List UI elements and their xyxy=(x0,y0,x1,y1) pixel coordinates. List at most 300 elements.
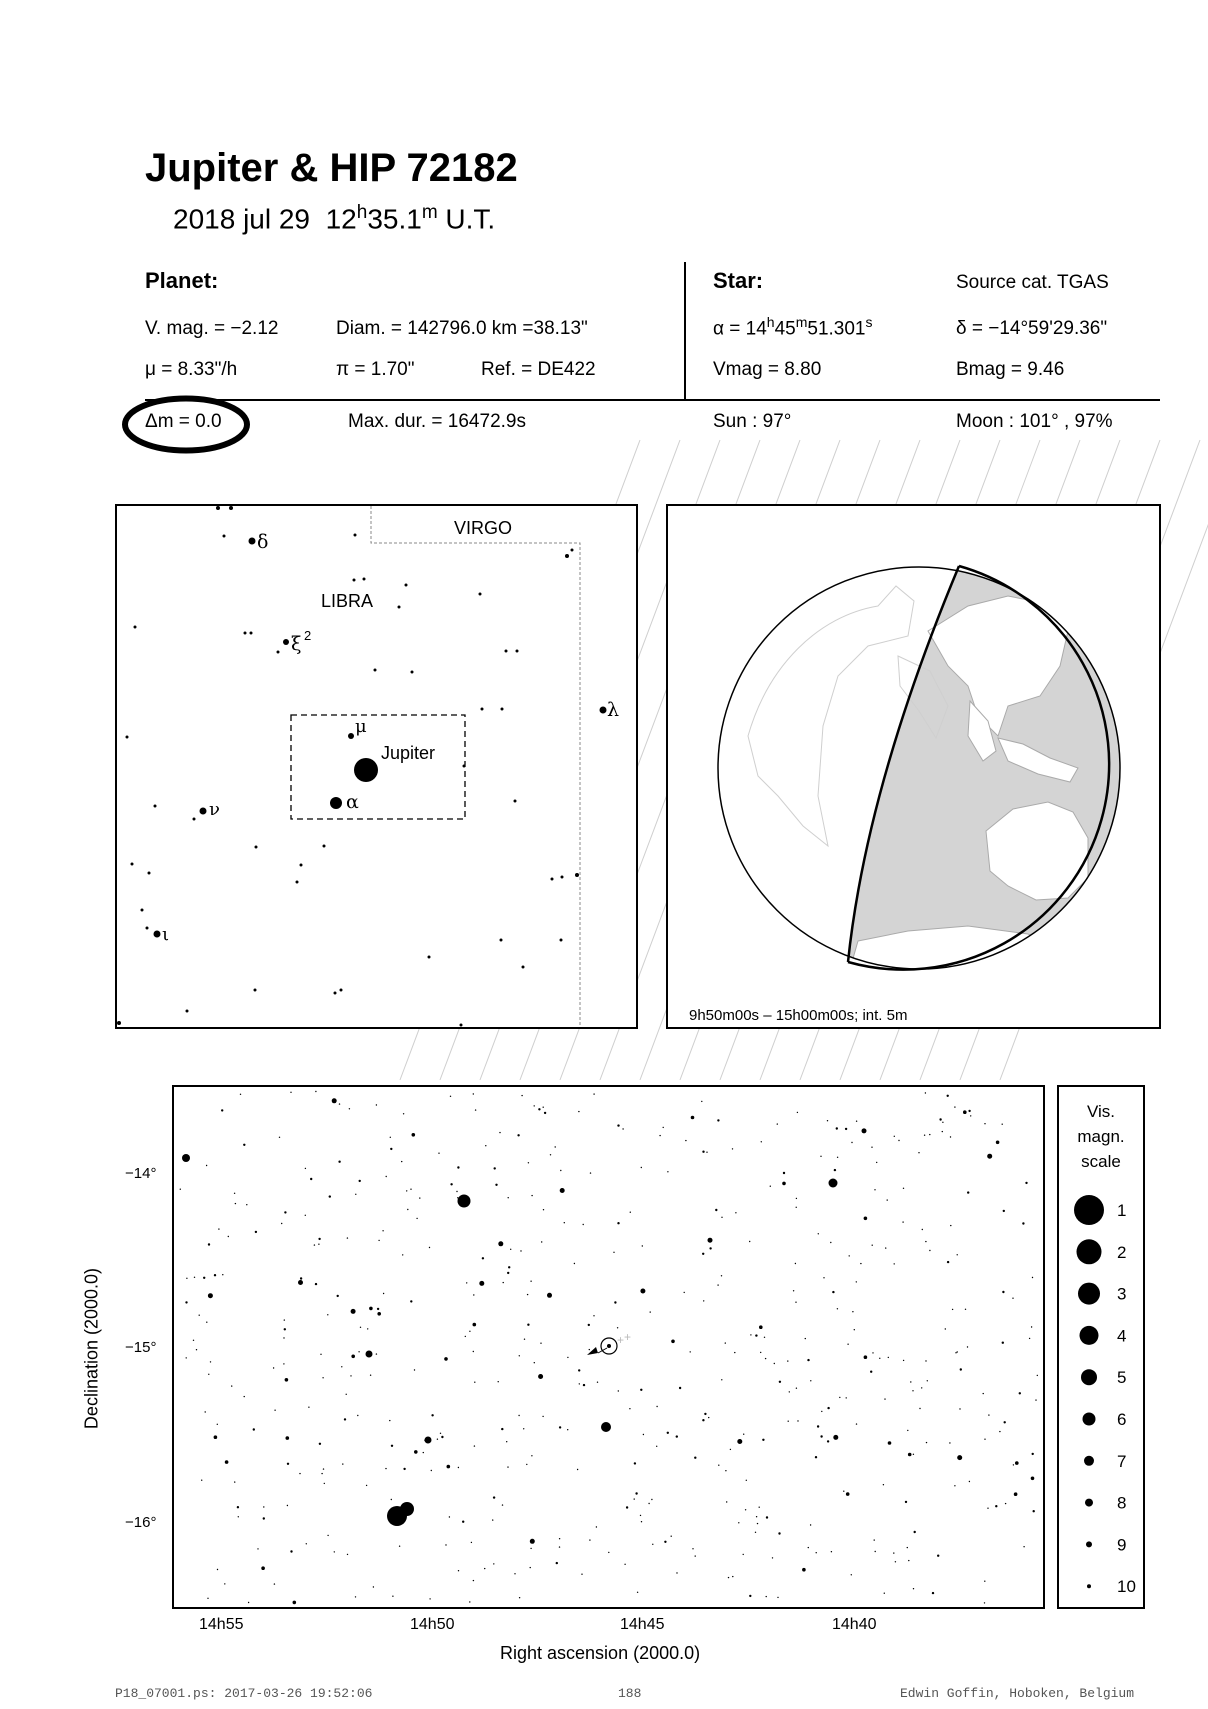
scale-label: 4 xyxy=(1117,1326,1127,1346)
chart-star xyxy=(458,1570,459,1571)
planet-diameter: Diam. = 142796.0 km =38.13" xyxy=(336,318,588,339)
chart-star xyxy=(664,1541,666,1543)
chart-star xyxy=(274,1410,275,1411)
star-nu xyxy=(200,808,207,815)
chart-star xyxy=(1022,1222,1024,1224)
label-xi: ξ xyxy=(291,633,302,655)
star-chart xyxy=(172,1085,1045,1609)
chart-star xyxy=(263,1506,264,1507)
finder-star xyxy=(334,992,337,995)
chart-star xyxy=(759,1325,763,1329)
sun-elongation: Sun : 97° xyxy=(713,411,792,432)
scale-dot xyxy=(1074,1195,1104,1225)
finder-star xyxy=(479,593,482,596)
chart-star xyxy=(323,1468,324,1469)
chart-star xyxy=(406,1190,407,1191)
chart-star xyxy=(957,1254,958,1255)
chart-star xyxy=(206,1165,207,1166)
chart-star xyxy=(939,1118,941,1120)
scale-label: 7 xyxy=(1117,1451,1127,1471)
chart-star xyxy=(856,1423,857,1424)
chart-star xyxy=(730,1449,731,1450)
chart-star xyxy=(429,1247,430,1248)
chart-star xyxy=(755,1334,757,1336)
chart-star xyxy=(663,1127,664,1128)
finder-star xyxy=(223,535,226,538)
chart-star xyxy=(519,1355,520,1356)
chart-star xyxy=(717,1284,718,1285)
chart-star xyxy=(559,1546,560,1547)
ra-h-unit: h xyxy=(766,314,775,330)
chart-star xyxy=(728,1577,729,1578)
chart-star xyxy=(1014,1492,1018,1496)
chart-star xyxy=(367,1328,368,1329)
chart-star xyxy=(314,1244,315,1245)
chart-star xyxy=(410,1189,411,1190)
chart-star xyxy=(888,1357,889,1358)
chart-star xyxy=(810,1524,811,1525)
chart-star xyxy=(498,1241,503,1246)
chart-star xyxy=(412,1133,416,1137)
chart-star xyxy=(482,1257,484,1259)
chart-star xyxy=(810,1380,811,1381)
chart-star xyxy=(315,1091,316,1092)
chart-star xyxy=(706,1152,707,1153)
chart-star xyxy=(319,1443,321,1445)
chart-star xyxy=(984,1602,985,1603)
chart-star xyxy=(376,1104,377,1105)
chart-star xyxy=(581,1574,582,1575)
chart-star xyxy=(210,1361,211,1362)
chart-star xyxy=(322,1377,323,1378)
x-axis-label: Right ascension (2000.0) xyxy=(500,1643,701,1663)
chart-star xyxy=(376,1353,377,1354)
chart-star xyxy=(856,1121,857,1122)
minute-unit: m xyxy=(421,202,438,223)
chart-star xyxy=(734,1352,735,1353)
chart-star xyxy=(403,1468,405,1470)
finder-star xyxy=(117,1021,121,1025)
constellation-virgo: VIRGO xyxy=(454,518,513,538)
chart-star xyxy=(285,1378,289,1382)
chart-star xyxy=(884,1398,885,1399)
chart-star xyxy=(888,1441,892,1445)
chart-star xyxy=(839,1397,840,1398)
chart-star xyxy=(283,1337,284,1338)
jupiter-label: Jupiter xyxy=(381,743,436,763)
chart-star xyxy=(618,1390,619,1391)
chart-star xyxy=(984,1581,985,1582)
chart-star xyxy=(355,1596,356,1597)
chart-star xyxy=(257,1548,258,1549)
chart-star xyxy=(876,1162,877,1163)
chart-star xyxy=(382,1230,383,1231)
chart-star xyxy=(908,1453,912,1457)
chart-star xyxy=(318,1238,320,1240)
chart-star xyxy=(807,1359,809,1361)
chart-star xyxy=(450,1183,452,1185)
chart-star xyxy=(593,1315,594,1316)
chart-star xyxy=(832,1291,834,1293)
chart-star xyxy=(469,1331,470,1332)
chart-star xyxy=(540,1343,541,1344)
chart-star xyxy=(281,1223,282,1224)
chart-star xyxy=(856,1281,857,1282)
chart-star xyxy=(796,1198,797,1199)
chart-star xyxy=(199,1315,200,1316)
chart-star xyxy=(469,1601,470,1602)
chart-star xyxy=(208,1243,210,1245)
chart-star xyxy=(885,1247,886,1248)
finder-star xyxy=(463,765,466,768)
chart-star xyxy=(508,1266,510,1268)
chart-star xyxy=(929,1250,930,1251)
finder-star xyxy=(340,989,343,992)
chart-star xyxy=(286,1436,290,1440)
chart-star xyxy=(218,1228,219,1229)
scale-dot xyxy=(1087,1584,1091,1588)
chart-star xyxy=(506,1441,507,1442)
ra-prefix: α = 14 xyxy=(713,318,767,340)
chart-star xyxy=(874,1539,875,1540)
chart-star xyxy=(874,1189,875,1190)
chart-star xyxy=(836,1127,838,1129)
chart-star xyxy=(833,1435,838,1440)
chart-star xyxy=(377,1308,379,1310)
chart-star xyxy=(310,1178,312,1180)
chart-star xyxy=(389,1420,390,1421)
chart-star xyxy=(685,1140,686,1141)
chart-star xyxy=(960,1368,962,1370)
chart-star xyxy=(648,1503,649,1504)
finder-star xyxy=(126,736,129,739)
chart-star xyxy=(370,1375,371,1376)
chart-star xyxy=(290,1550,292,1552)
chart-star xyxy=(968,1110,970,1112)
chart-star xyxy=(329,1195,331,1197)
chart-star xyxy=(879,1358,880,1359)
finder-star xyxy=(323,845,326,848)
chart-star xyxy=(583,1384,585,1386)
chart-star xyxy=(355,1194,356,1195)
chart-star xyxy=(1015,1461,1019,1465)
chart-star xyxy=(473,1093,474,1094)
finder-star xyxy=(500,939,503,942)
scale-dot xyxy=(1080,1326,1099,1345)
chart-star xyxy=(473,1323,477,1327)
chart-star xyxy=(987,1508,988,1509)
chart-star xyxy=(949,1442,950,1443)
chart-star xyxy=(872,1245,873,1246)
chart-star xyxy=(206,1322,207,1323)
chart-star xyxy=(284,1328,286,1330)
finder-star xyxy=(374,669,377,672)
chart-star xyxy=(186,1357,187,1358)
chart-star xyxy=(528,1162,529,1163)
bright-star-h xyxy=(425,1437,432,1444)
chart-star xyxy=(327,1314,328,1315)
chart-star xyxy=(494,1167,496,1169)
scale-label: 6 xyxy=(1117,1410,1127,1429)
scale-label: 5 xyxy=(1117,1368,1127,1388)
chart-star xyxy=(656,1406,657,1407)
chart-star xyxy=(234,1481,235,1482)
chart-star xyxy=(538,1374,543,1379)
chart-star xyxy=(782,1182,786,1186)
chart-star xyxy=(788,1421,789,1422)
chart-star xyxy=(640,1289,645,1294)
chart-star xyxy=(834,1169,836,1171)
chart-star xyxy=(473,1580,474,1581)
chart-star xyxy=(347,1554,348,1555)
chart-star xyxy=(205,1411,206,1412)
chart-star xyxy=(793,1290,794,1291)
chart-star xyxy=(238,1516,239,1517)
chart-star xyxy=(671,1340,675,1344)
chart-star xyxy=(849,1255,850,1256)
magnitude-scale-svg xyxy=(1059,1087,1143,1607)
chart-star xyxy=(194,1277,195,1278)
chart-star xyxy=(445,1544,446,1545)
chart-star xyxy=(1031,1326,1032,1327)
chart-star xyxy=(820,1435,822,1437)
chart-star xyxy=(391,1499,392,1500)
chart-star xyxy=(692,1548,693,1549)
chart-star xyxy=(475,1109,476,1110)
chart-star xyxy=(1033,1510,1035,1512)
chart-star xyxy=(726,1501,727,1502)
chart-star xyxy=(579,1383,580,1384)
scale-label: 8 xyxy=(1117,1493,1127,1513)
star-bmag: Bmag = 9.46 xyxy=(956,359,1065,380)
chart-star xyxy=(369,1307,373,1311)
chart-star xyxy=(656,1446,657,1447)
chart-star xyxy=(795,1263,796,1264)
chart-star xyxy=(743,1434,744,1435)
chart-star xyxy=(538,1108,540,1110)
chart-star xyxy=(702,1253,704,1255)
chart-star xyxy=(821,1411,822,1412)
chart-star xyxy=(942,1131,943,1132)
chart-star xyxy=(701,1101,702,1102)
chart-star xyxy=(640,1515,641,1516)
chart-star xyxy=(894,1136,895,1137)
chart-star xyxy=(818,1233,819,1234)
chart-star xyxy=(947,1261,949,1263)
xtick-14h40: 14h40 xyxy=(832,1616,877,1633)
chart-star xyxy=(721,1275,722,1276)
label-mu: μ xyxy=(355,716,367,737)
chart-star xyxy=(996,1141,1000,1145)
chart-star xyxy=(676,1572,677,1573)
chart-star xyxy=(308,1407,309,1408)
chart-star xyxy=(702,1151,704,1153)
chart-star xyxy=(905,1501,907,1503)
finder-star xyxy=(460,1024,463,1027)
chart-star xyxy=(617,1124,619,1126)
chart-star xyxy=(630,1212,631,1213)
chart-star xyxy=(402,1254,403,1255)
chart-star xyxy=(284,1319,285,1320)
chart-star xyxy=(651,1499,652,1500)
chart-star xyxy=(715,1209,717,1211)
finder-star xyxy=(481,708,484,711)
chart-star xyxy=(641,1167,642,1168)
chart-star xyxy=(778,1532,780,1534)
finder-star xyxy=(501,708,504,711)
chart-star xyxy=(732,1576,733,1577)
chart-star xyxy=(827,1120,828,1121)
chart-star xyxy=(321,1473,322,1474)
scale-label: 1 xyxy=(1117,1201,1127,1220)
chart-star xyxy=(503,1282,504,1283)
chart-star xyxy=(783,1172,785,1174)
chart-star xyxy=(283,1363,284,1364)
chart-star xyxy=(263,1517,265,1519)
chart-star xyxy=(299,1473,300,1474)
chart-star xyxy=(284,1211,286,1213)
chart-star xyxy=(357,1415,358,1416)
label-delta: δ xyxy=(257,531,269,553)
chart-star xyxy=(555,1146,556,1147)
chart-star xyxy=(474,1382,475,1383)
chart-star xyxy=(544,1112,546,1114)
chart-star xyxy=(217,1424,218,1425)
chart-star xyxy=(466,1282,467,1283)
bright-star-f xyxy=(182,1154,190,1162)
chart-star xyxy=(676,1435,678,1437)
hour-unit: h xyxy=(356,202,368,223)
label-lambda: λ xyxy=(607,699,620,721)
planet-motion: μ = 8.33"/h xyxy=(145,359,238,380)
chart-star xyxy=(534,1362,535,1363)
chart-star xyxy=(208,1374,209,1375)
chart-star xyxy=(950,1136,951,1137)
chart-star xyxy=(871,1147,872,1148)
chart-star xyxy=(465,1336,466,1337)
chart-star xyxy=(703,1300,704,1301)
chart-star xyxy=(300,1277,302,1279)
chart-star xyxy=(517,1134,519,1136)
footer-author: Edwin Goffin, Hoboken, Belgium xyxy=(900,1686,1135,1701)
chart-star xyxy=(760,1352,761,1353)
chart-star xyxy=(815,1456,817,1458)
xtick-14h50: 14h50 xyxy=(410,1616,455,1633)
time-scale: U.T. xyxy=(445,203,496,235)
chart-star xyxy=(831,1551,832,1552)
ra-seconds: 51.301 xyxy=(807,318,866,340)
chart-star xyxy=(634,1498,635,1499)
star-mu xyxy=(348,733,354,739)
chart-star xyxy=(983,1393,984,1394)
chart-star xyxy=(954,1106,955,1107)
chart-star xyxy=(761,1141,762,1142)
chart-star xyxy=(237,1506,239,1508)
chart-star xyxy=(589,1349,590,1350)
chart-star xyxy=(762,1439,764,1441)
chart-star xyxy=(766,1596,767,1597)
finder-star xyxy=(411,671,414,674)
finder-star xyxy=(428,956,431,959)
chart-star xyxy=(932,1592,934,1594)
chart-star xyxy=(559,1538,560,1539)
scale-dot xyxy=(1085,1499,1093,1507)
ytick-14: −14° xyxy=(125,1165,157,1182)
finder-star xyxy=(551,878,554,881)
chart-star xyxy=(542,1416,543,1417)
chart-star xyxy=(373,1586,374,1587)
chart-star xyxy=(959,1408,960,1409)
chart-star xyxy=(1013,1464,1014,1465)
chart-star xyxy=(366,1485,367,1486)
chart-star xyxy=(543,1107,544,1108)
chart-star xyxy=(306,1543,307,1544)
chart-star xyxy=(385,1468,386,1469)
chart-star xyxy=(590,1172,591,1173)
chart-star xyxy=(787,1360,788,1361)
chart-star xyxy=(770,1186,771,1187)
chart-star xyxy=(797,1420,798,1421)
y-axis-label: Declination (2000.0) xyxy=(81,1267,102,1430)
chart-star xyxy=(634,1462,636,1464)
chart-star xyxy=(667,1171,668,1172)
chart-star xyxy=(1002,1342,1004,1344)
planet-parallax: π = 1.70" xyxy=(336,359,415,380)
chart-star xyxy=(441,1436,443,1438)
chart-star xyxy=(493,1496,495,1498)
chart-star xyxy=(718,1465,719,1466)
chart-star xyxy=(501,1428,503,1430)
chart-star xyxy=(1002,1291,1004,1293)
ytick-16: −16° xyxy=(125,1514,157,1531)
chart-star xyxy=(474,1445,475,1446)
chart-star xyxy=(567,1357,568,1358)
scale-dot xyxy=(1083,1413,1096,1426)
chart-star xyxy=(1032,1277,1033,1278)
chart-star xyxy=(279,1137,280,1138)
xtick-14h55: 14h55 xyxy=(199,1616,244,1633)
chart-star xyxy=(684,1292,685,1293)
scale-title-2: magn. xyxy=(1077,1127,1125,1146)
chart-star xyxy=(805,1338,806,1339)
chart-star xyxy=(567,1429,568,1430)
chart-star xyxy=(392,1596,393,1597)
chart-star xyxy=(750,1334,751,1335)
chart-star xyxy=(950,1225,951,1226)
constellation-boundary xyxy=(371,506,580,1027)
chart-star xyxy=(613,1252,614,1253)
chart-star xyxy=(851,1574,852,1575)
chart-star xyxy=(925,1092,926,1093)
chart-star xyxy=(351,1309,356,1314)
chart-star xyxy=(721,1379,722,1380)
globe-time-caption: 9h50m00s – 15h00m00s; int. 5m xyxy=(689,1007,908,1024)
chart-star xyxy=(578,1369,580,1371)
chart-star xyxy=(507,1272,509,1274)
chart-star xyxy=(518,1415,519,1416)
scale-dot xyxy=(1078,1283,1100,1305)
moon-elongation: Moon : 101° , 97% xyxy=(956,411,1113,432)
chart-star xyxy=(1029,1338,1030,1339)
chart-star xyxy=(913,1454,914,1455)
scale-title-1: Vis. xyxy=(1086,1102,1116,1121)
chart-star xyxy=(479,1281,484,1286)
scale-dot xyxy=(1084,1456,1094,1466)
chart-star xyxy=(531,1455,532,1456)
chart-star xyxy=(708,1417,709,1418)
chart-star xyxy=(589,1539,590,1540)
chart-star xyxy=(898,1140,899,1141)
